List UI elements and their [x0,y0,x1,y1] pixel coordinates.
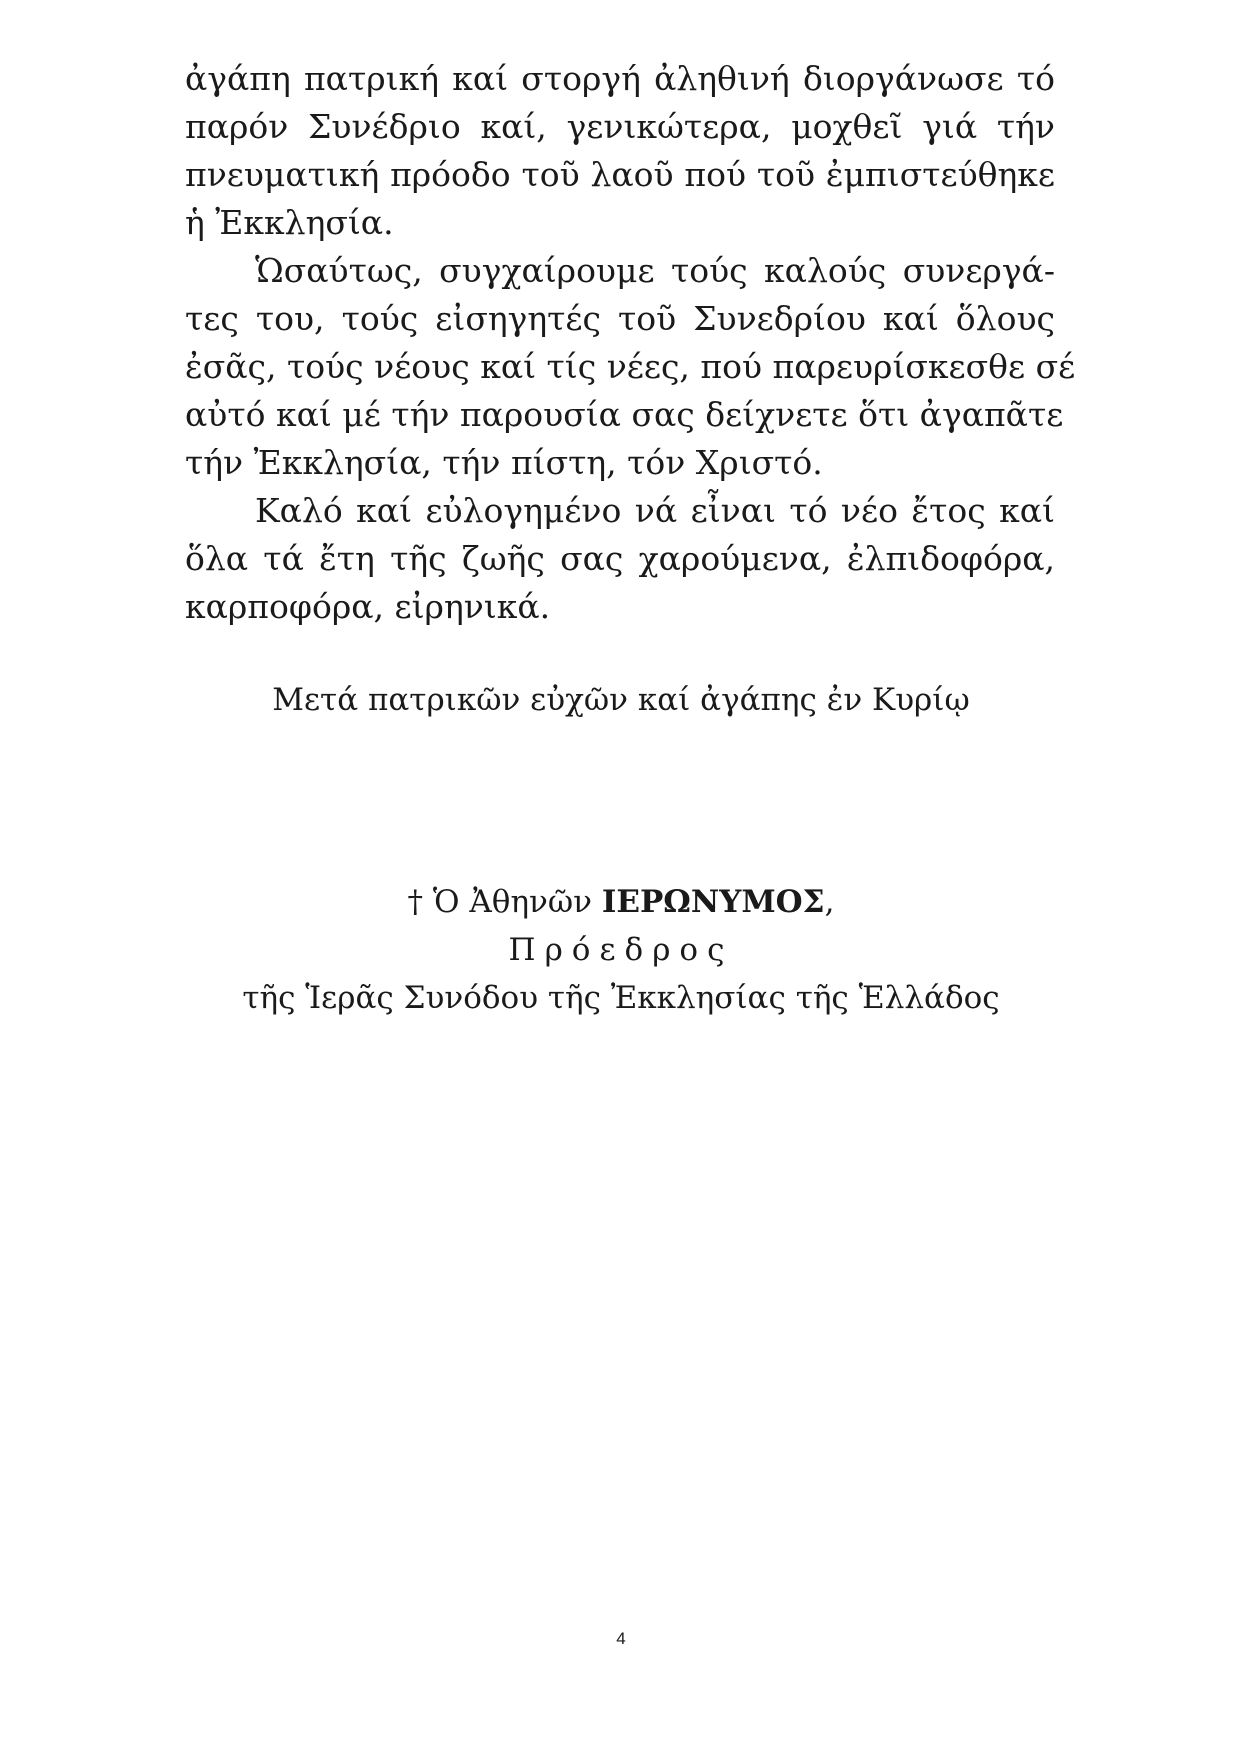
text-line: τήν Ἐκκλησία, τήν πίστη, τόν Χριστό. [185,443,823,482]
signatory-title: Πρόεδρος [508,932,734,968]
signatory-name: ΙΕΡΩΝΥΜΟΣ [601,884,825,920]
text-line: ὅλα τά ἔτη τῆς ζωῆς σας χαρούμενα, ἐλπιδοφόρα, [185,539,1055,578]
signatory-body: τῆς Ἱερᾶς Συνόδου τῆς Ἐκκλησίας τῆς Ἑλλάδος [242,980,1000,1016]
text-line: τες του, τούς εἰσηγητές τοῦ Συνεδρίου καί ὅλους [185,299,1055,338]
signature-prefix: † Ὁ Ἀθηνῶν [407,884,602,920]
text-line: παρόν Συνέδριο καί, γενικώτερα, μοχθεῖ γιά τήν [185,107,1055,146]
text-line: καρποφόρα, εἰρηνικά. [185,587,551,626]
text-line: αὐτό καί μέ τήν παρουσία σας δείχνετε ὅτι ἀγαπᾶτε [185,395,1064,434]
text-line: Καλό καί εὐλογημένο νά εἶναι τό νέο ἔτος καί [255,491,1055,530]
text-line: ἡ Ἐκκλησία. [185,203,394,242]
body-text [185,55,1076,631]
signature-line [0,880,1242,924]
page-number: 4 [616,1629,626,1648]
closing-salutation: Μετά πατρικῶν εὐχῶν καί ἀγάπης ἐν Κυρίῳ [272,682,970,718]
text-line: Ὡσαύτως, συγχαίρουμε τούς καλούς συνεργά- [255,251,1055,290]
signature-suffix: , [824,884,835,920]
text-line: πνευματική πρόοδο τοῦ λαοῦ πού τοῦ ἐμπιστεύθηκε [185,155,1055,194]
text-line: ἐσᾶς, τούς νέους καί τίς νέες, πού παρευρίσκεσθε σέ [185,347,1076,386]
text-line: ἀγάπη πατρική καί στοργή ἀληθινή διοργάνωσε τό [185,59,1055,98]
